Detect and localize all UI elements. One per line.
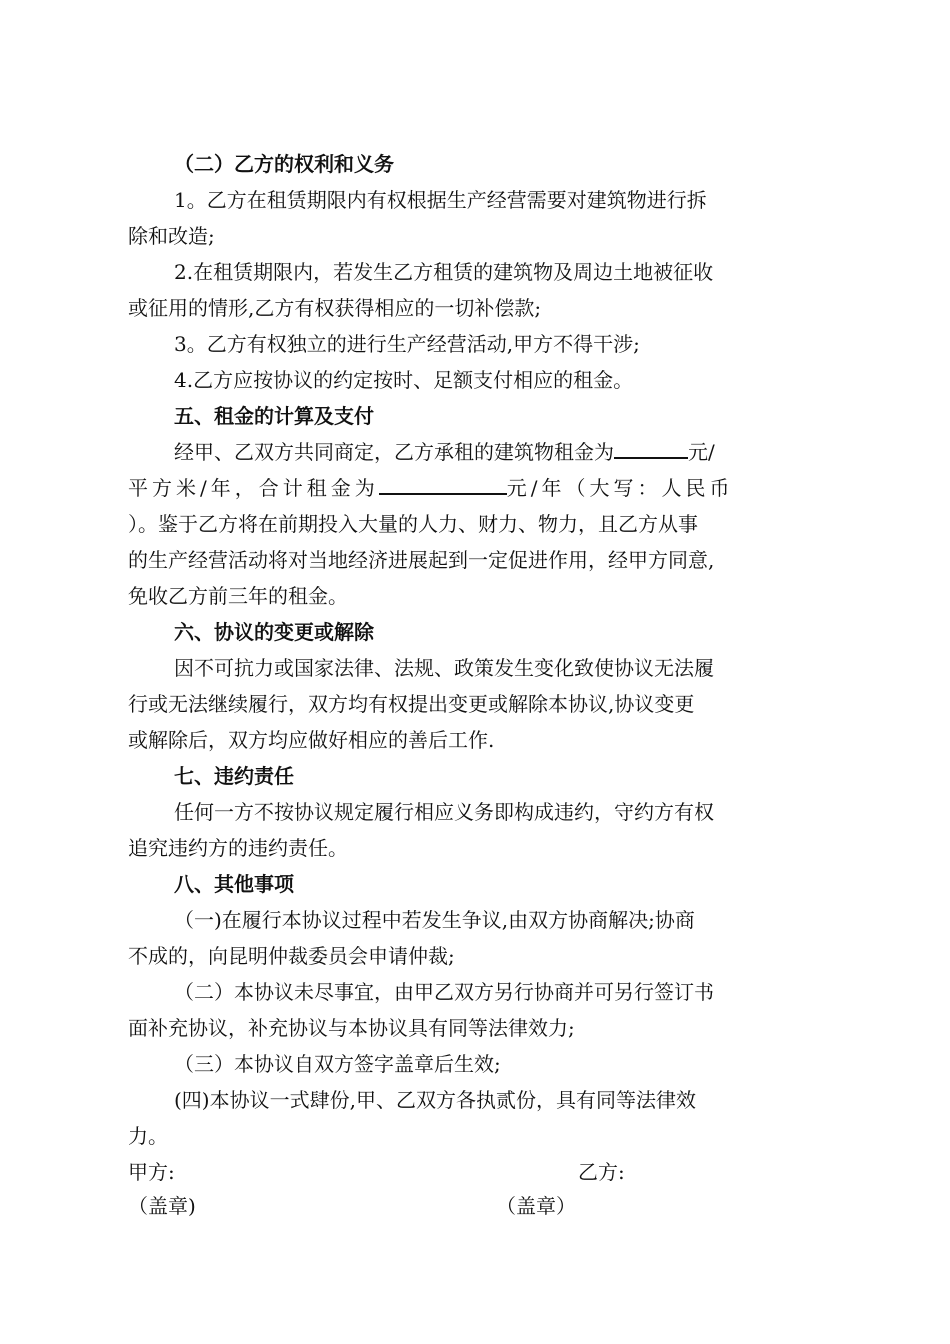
section-8-item-1-line-2: 不成的，向昆明仲裁委员会申请仲裁;: [128, 944, 455, 968]
section-8-item-4-line-1: (四)本协议一式肆份,甲、乙双方各执贰份，具有同等法律效: [174, 1088, 696, 1112]
section-6-title: 六、协议的变更或解除: [174, 620, 374, 644]
section-6-line-2: 行或无法继续履行，双方均有权提出变更或解除本协议,协议变更: [128, 692, 695, 716]
party-b-item-1-line-1: 1。乙方在租赁期限内有权根据生产经营需要对建筑物进行拆: [174, 188, 707, 212]
party-b-item-2-line-1: 2.在租赁期限内，若发生乙方租赁的建筑物及周边土地被征收: [174, 260, 714, 284]
section-6-line-1: 因不可抗力或国家法律、法规、政策发生变化致使协议无法履: [174, 656, 714, 680]
section-8-item-2-line-1: （二）本协议未尽事宜，由甲乙双方另行协商并可另行签订书: [174, 980, 714, 1004]
rent-text-a: 经甲、乙双方共同商定，乙方承租的建筑物租金为: [174, 440, 614, 464]
party-b-seal: （盖章）: [496, 1194, 576, 1218]
rent-total-text-b: 元/年（大写：人民币: [506, 476, 734, 500]
section-8-item-4-line-2: 力。: [128, 1124, 168, 1148]
section-title-party-b-rights: （二）乙方的权利和义务: [174, 152, 394, 176]
section-7-line-1: 任何一方不按协议规定履行相应义务即构成违约，守约方有权: [174, 800, 714, 824]
section-5-line-5: 免收乙方前三年的租金。: [128, 584, 348, 608]
section-5-title: 五、租金的计算及支付: [174, 404, 374, 428]
party-b-item-2-line-2: 或征用的情形,乙方有权获得相应的一切补偿款;: [128, 296, 542, 320]
section-8-item-1-line-1: （一)在履行本协议过程中若发生争议,由双方协商解决;协商: [174, 908, 695, 932]
party-b-label: 乙方:: [578, 1160, 625, 1184]
rent-total-text-a: 平方米/年，合计租金为: [128, 476, 379, 500]
party-b-item-3: 3。乙方有权独立的进行生产经营活动,甲方不得干涉;: [174, 332, 640, 356]
section-8-title: 八、其他事项: [174, 872, 294, 896]
section-8-item-3: （三）本协议自双方签字盖章后生效;: [174, 1052, 501, 1076]
section-5-line-1: [174, 436, 715, 468]
party-a-seal: （盖章): [128, 1194, 196, 1218]
section-7-line-2: 追究违约方的违约责任。: [128, 836, 348, 860]
rent-total-blank[interactable]: [379, 473, 507, 495]
section-8-item-2-line-2: 面补充协议，补充协议与本协议具有同等法律效力;: [128, 1016, 575, 1040]
party-b-item-4: 4.乙方应按协议的约定按时、足额支付相应的租金。: [174, 368, 634, 392]
section-5-line-4: 的生产经营活动将对当地经济进展起到一定促进作用，经甲方同意,: [128, 548, 715, 572]
rent-text-b: 元/: [688, 440, 715, 464]
section-5-line-3: ）。鉴于乙方将在前期投入大量的人力、财力、物力，且乙方从事: [128, 512, 698, 536]
section-7-title: 七、违约责任: [174, 764, 294, 788]
party-a-label: 甲方:: [128, 1160, 175, 1184]
rent-per-sqm-blank[interactable]: [614, 437, 688, 459]
party-b-item-1-line-2: 除和改造;: [128, 224, 215, 248]
section-5-line-2: [128, 472, 734, 504]
section-6-line-3: 或解除后，双方均应做好相应的善后工作.: [128, 728, 495, 752]
